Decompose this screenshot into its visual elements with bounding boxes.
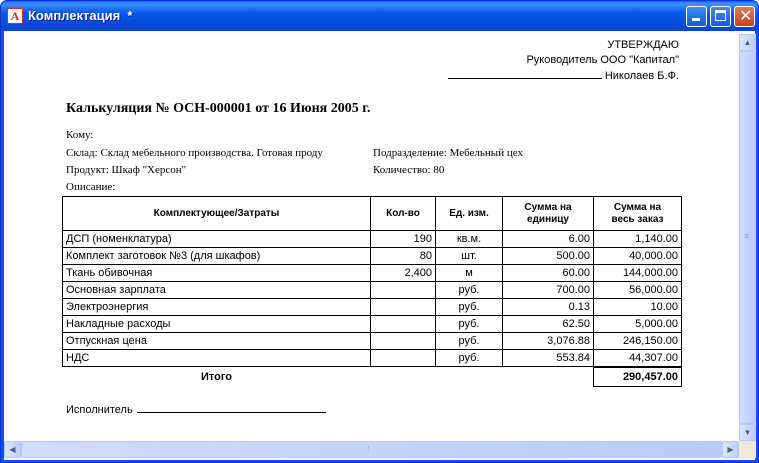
cell-total: 1,140.00 — [594, 231, 682, 248]
maximize-icon — [715, 10, 726, 21]
horizontal-scroll-thumb[interactable] — [21, 441, 722, 458]
cell-unit: руб. — [436, 316, 503, 333]
header-unit-sum-line2: единицу — [527, 213, 569, 225]
cell-qty — [371, 350, 436, 367]
product-info: Продукт: Шкаф "Херсон" — [66, 164, 187, 176]
grip-icon: ≡ — [744, 231, 750, 241]
table-row — [63, 350, 682, 367]
cell-total: 246,150.00 — [594, 333, 682, 350]
cell-total: 144,000.00 — [594, 265, 682, 282]
header-qty: Кол-во — [371, 197, 436, 231]
executor-block — [66, 403, 326, 416]
chevron-right-icon: ▶ — [727, 445, 734, 454]
cell-unit: м — [436, 265, 503, 282]
report-document — [4, 34, 739, 441]
warehouse-info: Склад: Склад мебельного производства. Готовая проду — [66, 147, 323, 159]
cell-qty — [371, 316, 436, 333]
chevron-up-icon: ▲ — [743, 38, 752, 47]
department-info: Подразделение: Мебельный цех — [373, 147, 523, 159]
horizontal-scrollbar[interactable] — [4, 441, 739, 458]
cell-qty — [371, 299, 436, 316]
scroll-left-button[interactable] — [4, 441, 21, 458]
cell-item: Основная зарплата — [63, 282, 371, 299]
cell-item: Накладные расходы — [63, 316, 371, 333]
grip-icon: ⁞ — [367, 444, 370, 454]
cell-item: Комплект заготовок №3 (для шкафов) — [63, 248, 371, 265]
approval-signature — [448, 69, 679, 82]
approval-signer: Николаев Б.Ф. — [604, 70, 679, 82]
report-icon[interactable]: A — [7, 8, 23, 24]
cell-unit: руб. — [436, 299, 503, 316]
table-row — [63, 316, 682, 333]
maximize-button[interactable] — [710, 6, 731, 27]
executor-label: Исполнитель — [66, 404, 133, 416]
scroll-down-button[interactable] — [739, 424, 756, 441]
cell-unit: руб. — [436, 333, 503, 350]
executor-signature-line — [137, 403, 326, 413]
total-spacer — [371, 367, 436, 387]
minimize-icon — [692, 18, 700, 21]
cell-unit: шт. — [436, 248, 503, 265]
table-row — [63, 282, 682, 299]
cell-per-unit: 500.00 — [503, 248, 594, 265]
total-row — [63, 367, 682, 387]
scroll-right-button[interactable] — [722, 441, 739, 458]
cell-per-unit: 700.00 — [503, 282, 594, 299]
cell-per-unit: 0.13 — [503, 299, 594, 316]
table-row — [63, 248, 682, 265]
cell-item: Электроэнергия — [63, 299, 371, 316]
cell-item: ДСП (номенклатура) — [63, 231, 371, 248]
cell-total: 10.00 — [594, 299, 682, 316]
cell-qty: 190 — [371, 231, 436, 248]
cell-total: 44,307.00 — [594, 350, 682, 367]
approval-heading: УТВЕРЖДАЮ — [607, 39, 679, 51]
total-value: 290,457.00 — [594, 367, 682, 387]
header-unit-sum — [503, 197, 594, 231]
cell-unit: руб. — [436, 350, 503, 367]
cell-per-unit: 553.84 — [503, 350, 594, 367]
chevron-left-icon: ◀ — [9, 445, 16, 454]
total-spacer — [503, 367, 594, 387]
cell-item: НДС — [63, 350, 371, 367]
header-total-sum-line2: весь заказ — [611, 213, 664, 225]
total-label: Итого — [200, 370, 233, 383]
table-row — [63, 299, 682, 316]
cell-qty — [371, 282, 436, 299]
cell-per-unit: 3,076.88 — [503, 333, 594, 350]
cell-per-unit: 60.00 — [503, 265, 594, 282]
scroll-up-button[interactable] — [739, 34, 756, 51]
cell-qty — [371, 333, 436, 350]
vertical-scrollbar[interactable] — [739, 34, 756, 441]
cell-per-unit: 62.50 — [503, 316, 594, 333]
approval-position: Руководитель ООО "Капитал" — [526, 54, 679, 66]
title-bar[interactable] — [1, 1, 758, 31]
cell-unit: кв.м. — [436, 231, 503, 248]
description-label: Описание: — [66, 181, 116, 193]
calculation-table — [62, 196, 682, 387]
table-row — [63, 265, 682, 282]
header-total-sum — [594, 197, 682, 231]
cell-item: Отпускная цена — [63, 333, 371, 350]
scrollbar-corner — [739, 441, 756, 458]
header-total-sum-line1: Сумма на — [613, 201, 662, 213]
window-title: Комплектация * — [28, 8, 133, 23]
chevron-down-icon: ▼ — [743, 428, 752, 437]
total-spacer — [436, 367, 503, 387]
cell-qty: 2,400 — [371, 265, 436, 282]
header-unit-sum-line1: Сумма на — [524, 201, 572, 213]
cell-total: 56,000.00 — [594, 282, 682, 299]
cell-unit: руб. — [436, 282, 503, 299]
cell-qty: 80 — [371, 248, 436, 265]
table-row — [63, 231, 682, 248]
header-item: Комплектующее/Затраты — [63, 197, 371, 231]
cell-total: 40,000.00 — [594, 248, 682, 265]
window-client-area — [4, 31, 755, 460]
close-icon: ✕ — [739, 6, 753, 25]
cell-total: 5,000.00 — [594, 316, 682, 333]
header-unit: Ед. изм. — [436, 197, 503, 231]
cell-item: Ткань обивочная — [63, 265, 371, 282]
table-row — [63, 333, 682, 350]
table-header-row — [63, 197, 682, 231]
to-label: Кому: — [66, 129, 94, 141]
close-button[interactable] — [734, 6, 755, 27]
quantity-info: Количество: 80 — [373, 164, 445, 176]
document-title: Калькуляция № ОСН-000001 от 16 Июня 2005 г. — [66, 101, 371, 116]
vertical-scroll-thumb[interactable] — [739, 51, 756, 424]
cell-per-unit: 6.00 — [503, 231, 594, 248]
minimize-button[interactable] — [686, 6, 707, 27]
signature-line — [448, 69, 602, 79]
